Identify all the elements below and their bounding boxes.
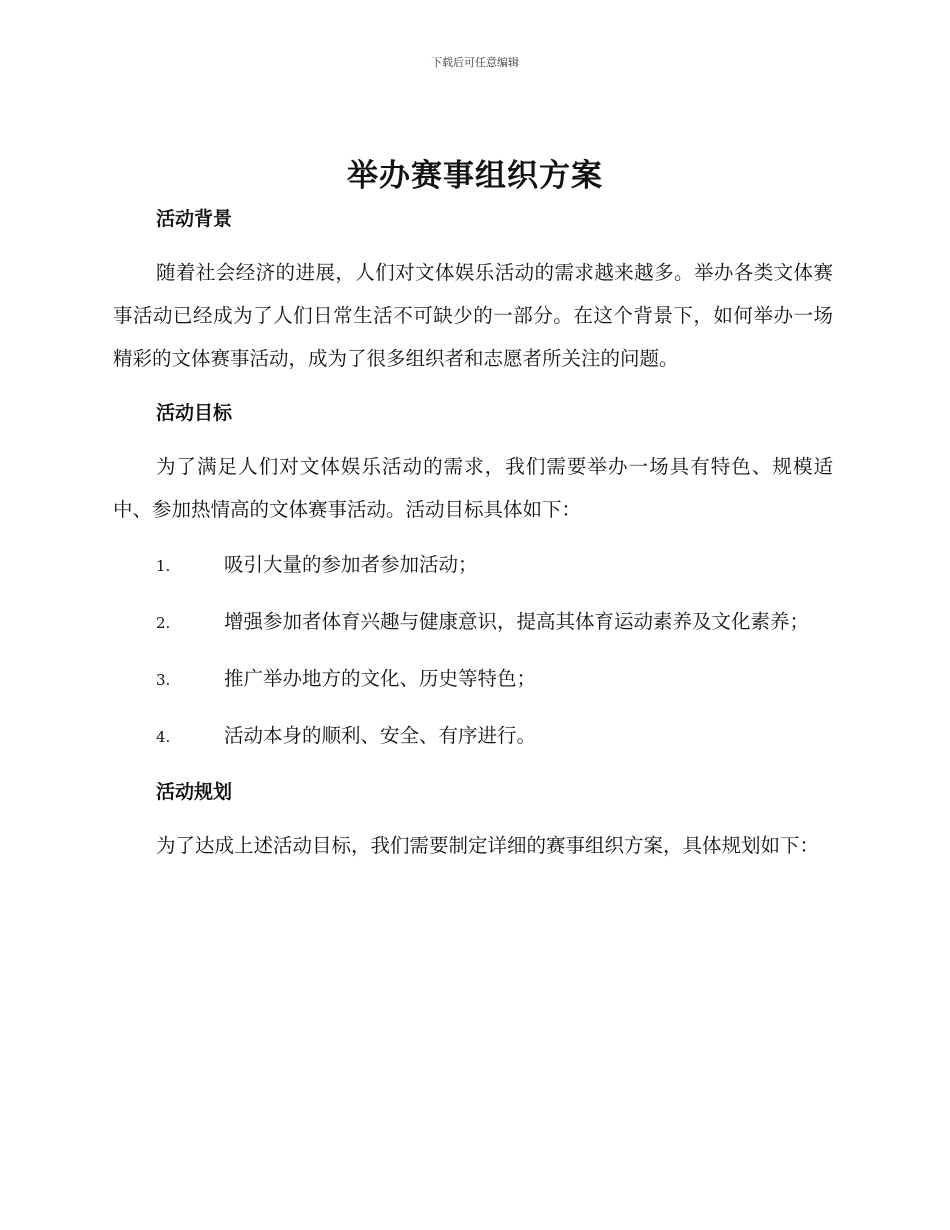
list-item-text: 增强参加者体育兴趣与健康意识，提高其体育运动素养及文化素养； [224,610,810,633]
list-item [113,543,833,588]
list-item-text: 活动本身的顺利、安全、有序进行。 [224,724,537,747]
document-title: 举办赛事组织方案 [347,158,603,194]
list-item-text: 推广举办地方的文化、历史等特色； [224,667,537,690]
list-item-text: 吸引大量的参加者参加活动； [224,553,478,576]
document-body [113,198,833,879]
section-text-planning: 为了达成上述活动目标，我们需要制定详细的赛事组织方案，具体规划如下： [156,834,820,857]
list-item-number: 1. [156,557,171,575]
section-heading-goals: 活动目标 [156,402,233,424]
section-heading-planning: 活动规划 [156,781,233,803]
list-item [113,657,833,702]
list-item-number: 2. [156,614,171,632]
section-text-goals: 为了满足人们对文体娱乐活动的需求，我们需要举办一场具有特色、规模适中、参加热情高的文体赛事活动。活动目标具体如下： [113,455,833,521]
list-item-number: 3. [156,671,171,689]
list-item-number: 4. [156,728,171,746]
list-item [113,600,833,645]
list-item [113,714,833,759]
page-header-note: 下载后可任意编辑 [431,56,519,69]
section-text-background: 随着社会经济的进展，人们对文体娱乐活动的需求越来越多。举办各类文体赛事活动已经成为了人们日常生活不可缺少的一部分。在这个背景下，如何举办一场精彩的文体赛事活动，成为了很多组织者和志愿者所关注的问题。 [113,261,833,370]
section-heading-background: 活动背景 [156,208,233,230]
